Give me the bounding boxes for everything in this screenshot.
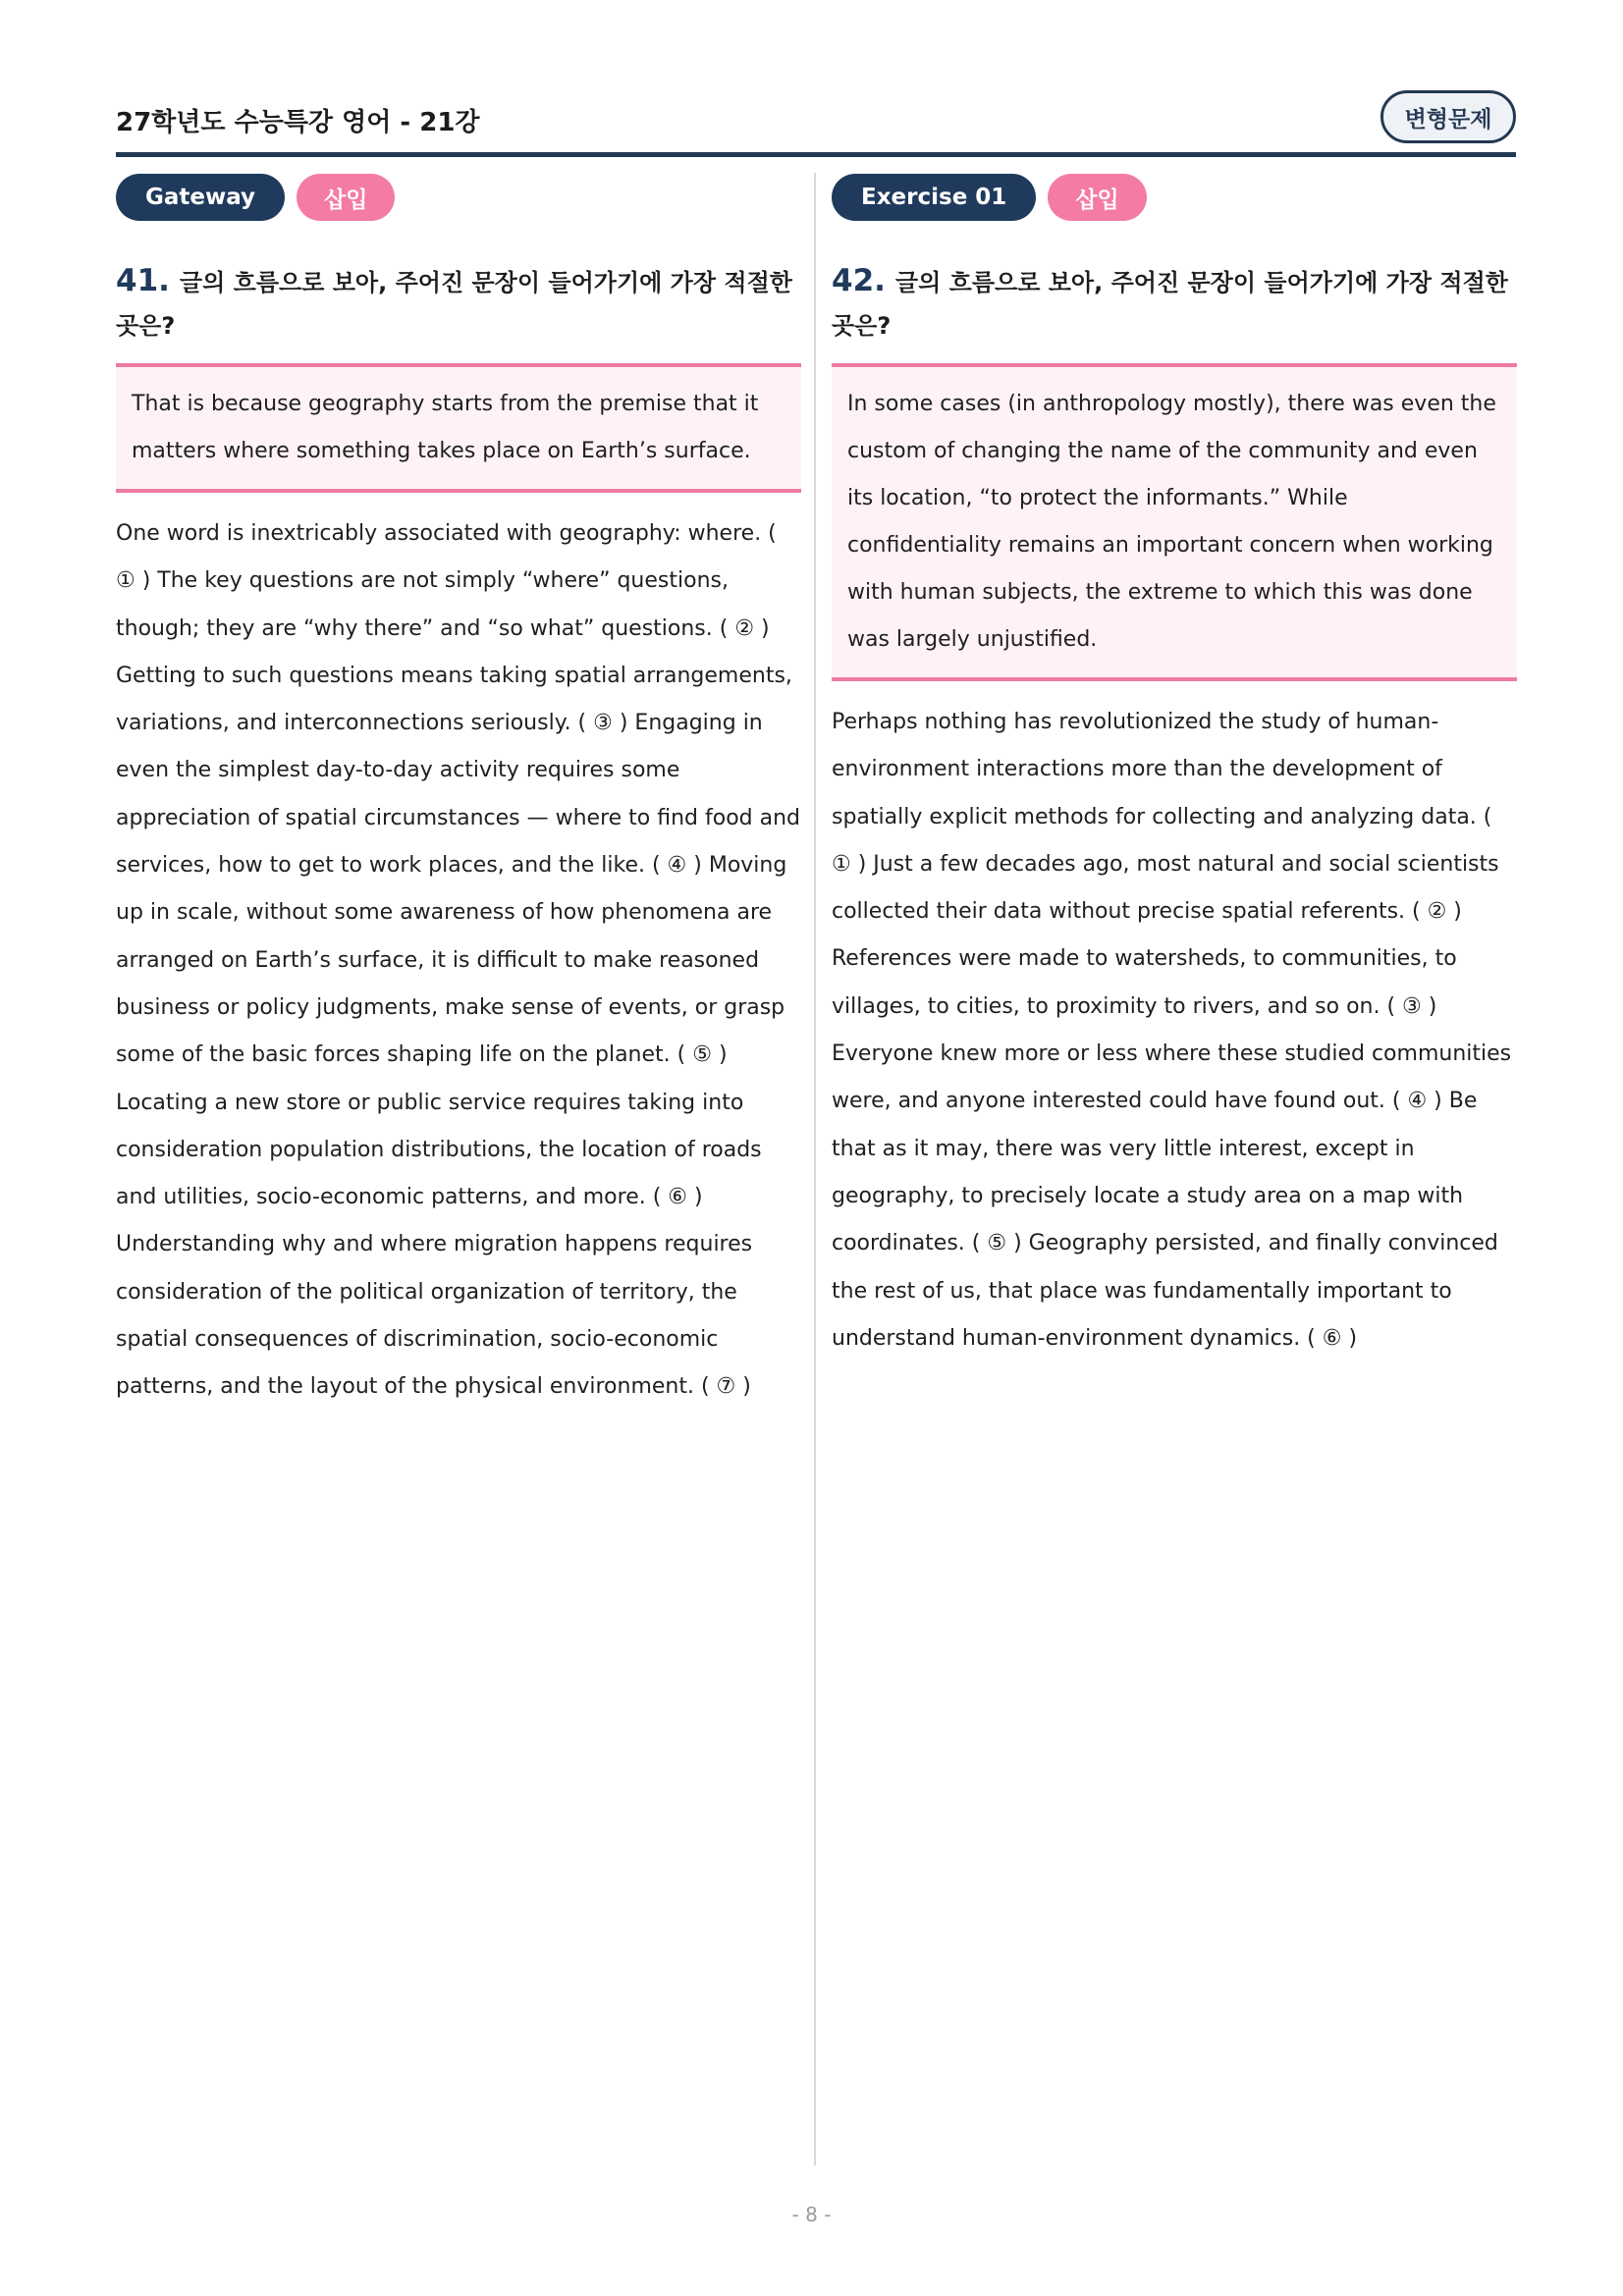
question-42 bbox=[832, 259, 1517, 347]
column-divider bbox=[814, 173, 816, 2165]
right-column bbox=[832, 173, 1517, 1362]
gateway-tag: Gateway bbox=[116, 174, 285, 221]
header-title: 27학년도 수능특강 영어 - 21강 bbox=[116, 108, 480, 137]
given-sentence-box: That is because geography starts from the premise that it matters where something takes place on Earth’s surface. bbox=[116, 363, 801, 493]
question-number: 42. bbox=[832, 263, 886, 298]
exercise-tag: Exercise 01 bbox=[832, 174, 1036, 221]
question-prompt: 글의 흐름으로 보아, 주어진 문장이 들어가기에 가장 적절한 곳은? bbox=[832, 269, 1508, 340]
given-sentence-box: In some cases (in anthropology mostly), there was even the custom of changing the name of the community and even its location, “to protect the informants.” While confidentiality remains an important concern when working with human subjects, the extreme to which this was done was largely unjustified. bbox=[832, 363, 1517, 681]
variant-problem-badge: 변형문제 bbox=[1380, 90, 1516, 143]
insertion-category-tag: 삽입 bbox=[1048, 174, 1146, 221]
right-tags bbox=[832, 173, 1517, 222]
question-prompt: 글의 흐름으로 보아, 주어진 문장이 들어가기에 가장 적절한 곳은? bbox=[116, 269, 792, 340]
left-tags bbox=[116, 173, 801, 222]
insertion-category-tag: 삽입 bbox=[297, 174, 395, 221]
page-number: - 8 - bbox=[791, 2203, 832, 2226]
question-41 bbox=[116, 259, 801, 347]
left-column bbox=[116, 173, 801, 1412]
question-number: 41. bbox=[116, 263, 170, 298]
passage-text: One word is inextricably associated with geography: where. ( ① ) The key questions are not simply “where” questions, though; they are “why there” and “so what” questions. ( ② ) Getting to such questions means taking spatial arrangements, variations, and interconnections seriously. ( ③ ) Engaging in even the simplest day-to-day activity requires some appreciation of spatial circumstances — where to find food and services, how to get to work places, and the like. ( ④ ) Moving up in scale, without some awareness of how phenomena are arranged on Earth’s surface, it is difficult to make reasoned business or policy judgments, make sense of events, or grasp some of the basic forces shaping life on the planet. ( ⑤ ) Locating a new store or public service requires taking into consideration population distributions, the location of roads and utilities, socio-economic patterns, and more. ( ⑥ ) Understanding why and where migration happens requires consideration of the political organization of territory, the spatial consequences of discrimination, socio-economic patterns, and the layout of the physical environment. ( ⑦ ) bbox=[116, 521, 801, 1400]
passage-text: Perhaps nothing has revolutionized the study of human-environment interactions more than the development of spatially explicit methods for collecting and analyzing data. ( ① ) Just a few decades ago, most natural and social scientists collected their data without precise spatial referents. ( ② ) References were made to watersheds, to communities, to villages, to cities, to proximity to rivers, and so on. ( ③ ) Everyone knew more or less where these studied communities were, and anyone interested could have found out. ( ④ ) Be that as it may, there was very little interest, except in geography, to precisely locate a study area on a map with coordinates. ( ⑤ ) Geography persisted, and finally convinced the rest of us, that place was fundamentally important to understand human-environment dynamics. ( ⑥ ) bbox=[832, 710, 1512, 1351]
page-header bbox=[116, 90, 1516, 157]
